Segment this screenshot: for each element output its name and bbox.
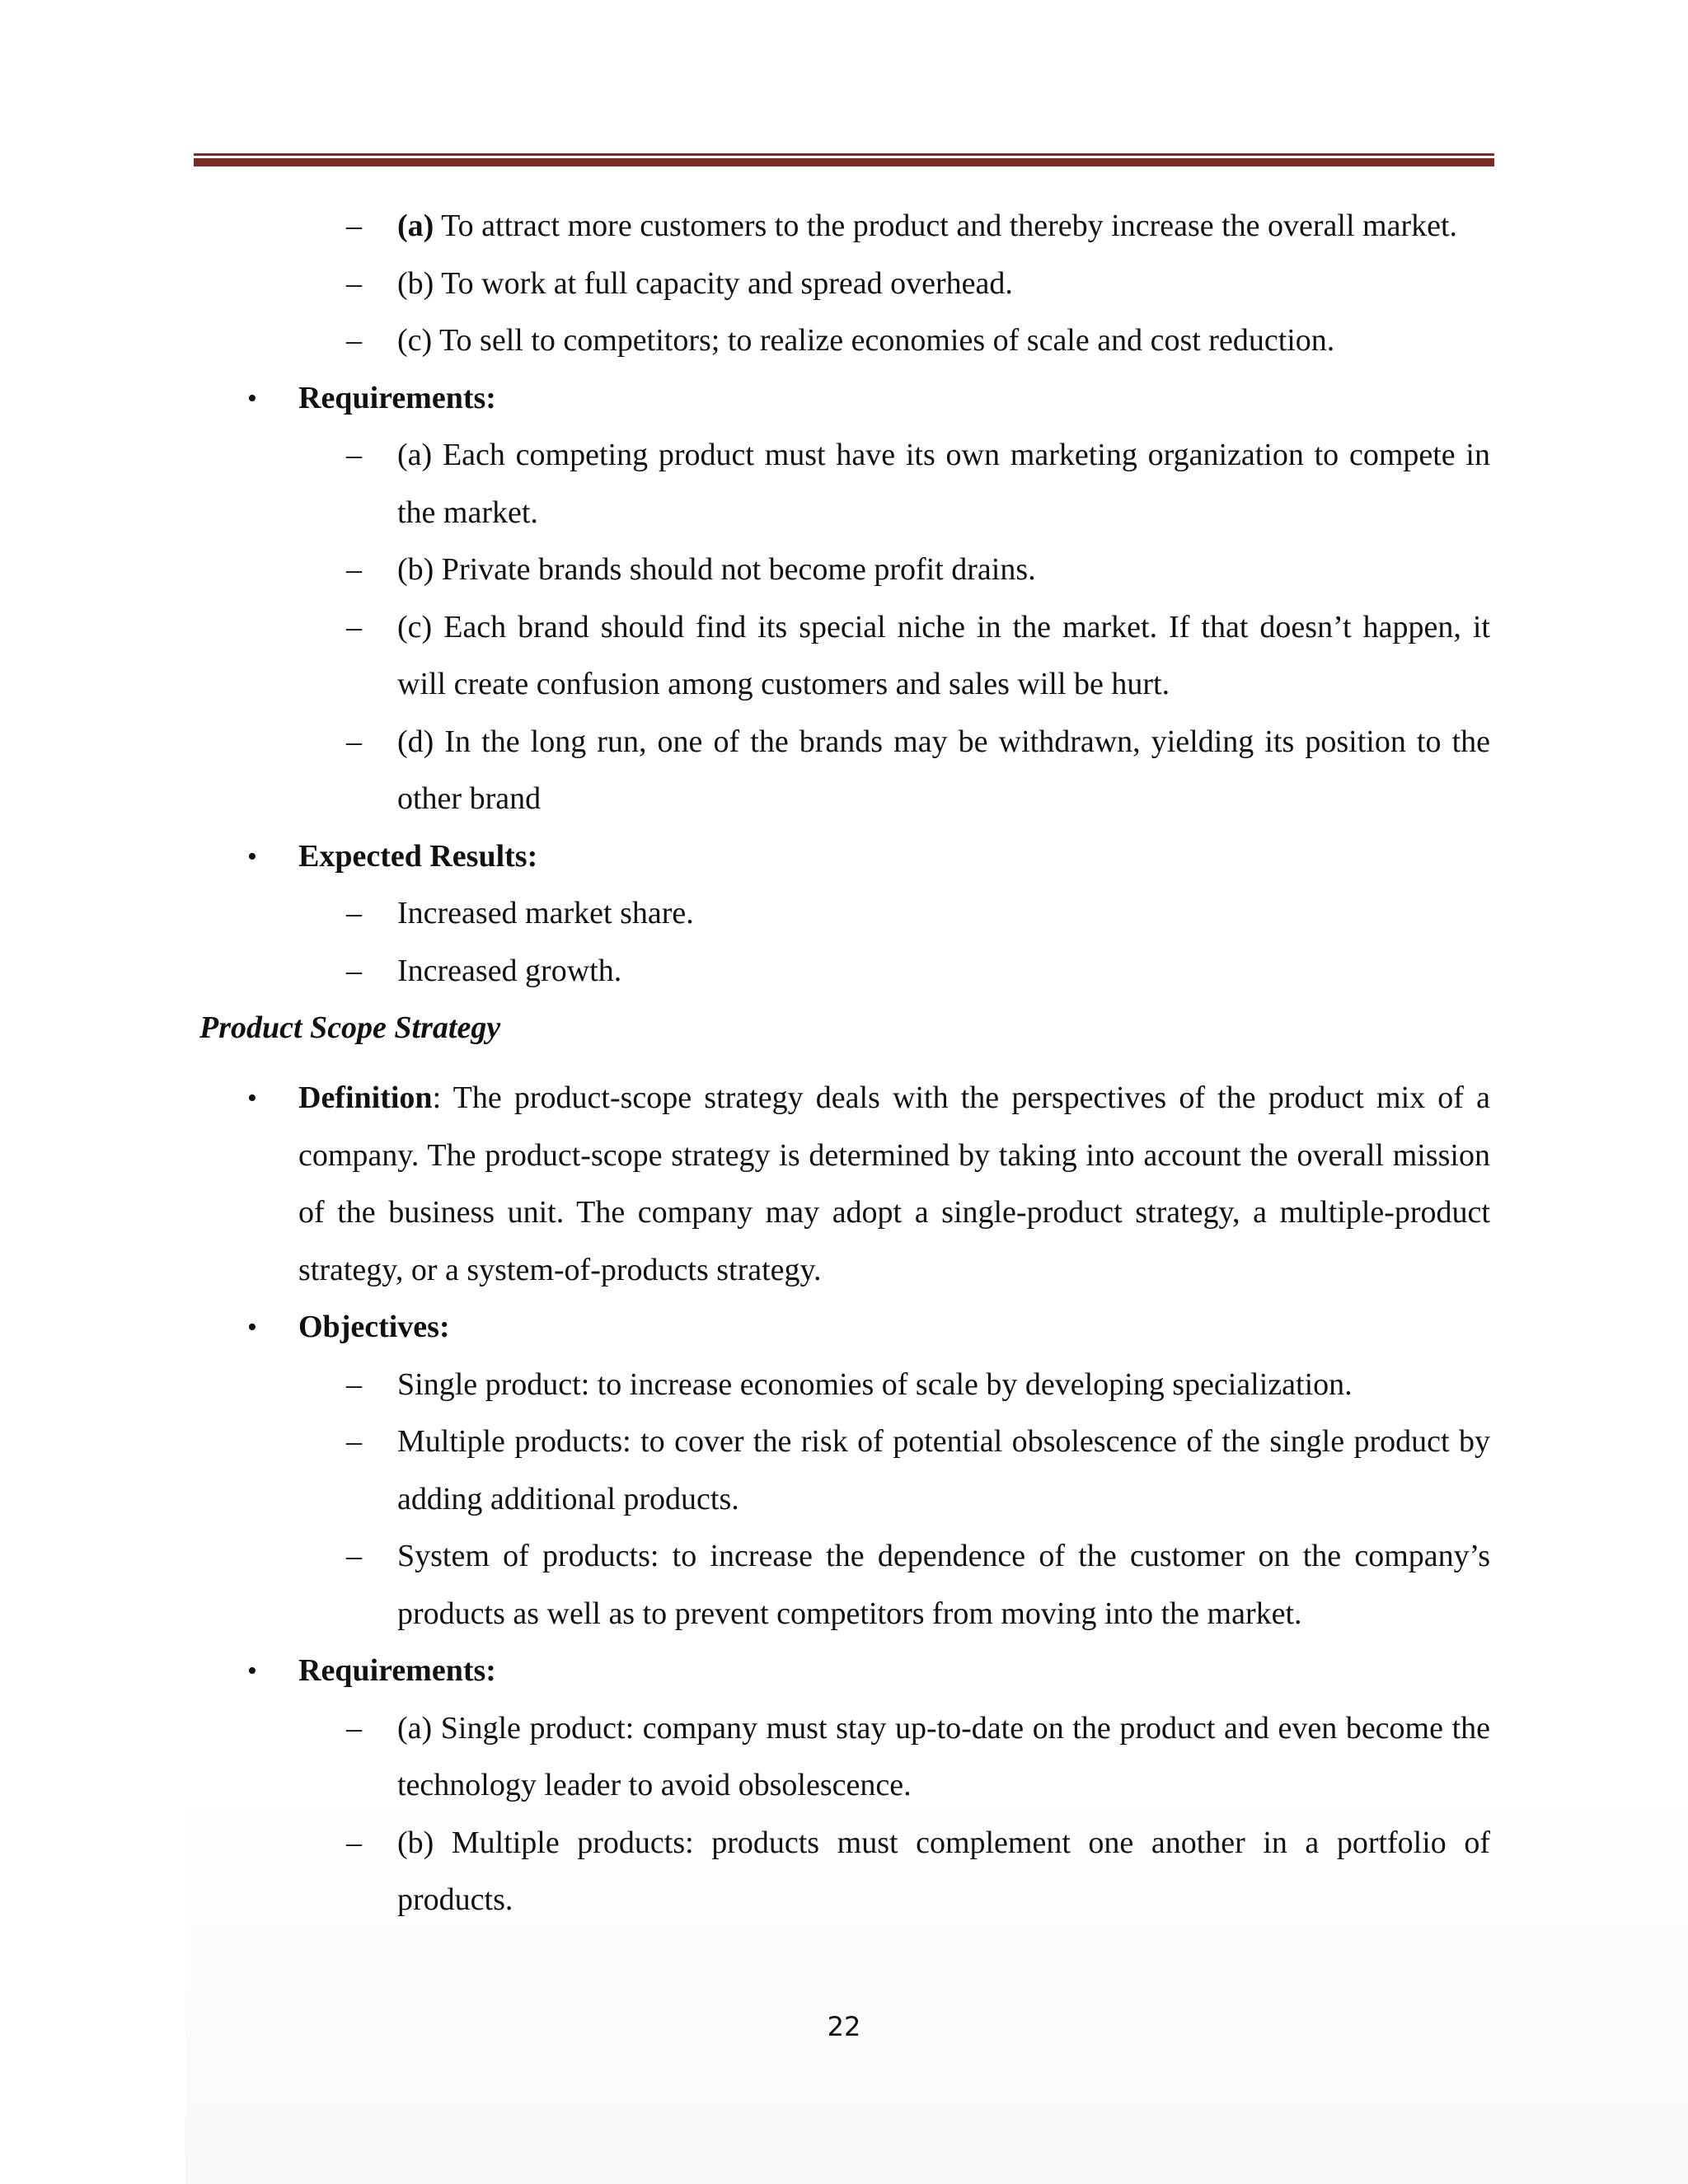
dash-marker: – [346,209,362,243]
dash-marker: – [346,438,362,472]
list-item [346,1357,1490,1414]
header-rule-thick-line [194,158,1494,166]
bullet-label: Requirements: [298,380,496,415]
bullet-marker: • [247,1656,257,1686]
list-item [346,541,1490,599]
dash-marker: – [346,1710,362,1746]
dash-marker: – [346,1539,362,1573]
dash-marker: – [346,953,362,988]
header-rule [194,153,1494,166]
list-item [346,427,1490,541]
list-item [346,1413,1490,1528]
bullet-label: Objectives: [298,1310,450,1344]
list-item [346,885,1490,943]
list-item [346,1528,1490,1643]
bullet-requirements [247,370,1490,428]
item-text: (b) Private brands should not become profit drains. [397,552,1036,587]
bullet-expected-results [247,828,1490,886]
dash-marker: – [346,1825,362,1860]
bullet-objectives [247,1299,1490,1357]
dash-marker: – [346,896,362,930]
bullet-marker: • [247,841,257,872]
bullet-label: Expected Results: [298,838,538,874]
bullet-definition [247,1070,1490,1299]
item-text: (b) Multiple products: products must complement one another in a portfolio of products. [397,1825,1490,1917]
dash-marker: – [346,1424,362,1459]
section-heading: Product Scope Strategy [199,1010,501,1045]
page-number: 22 [827,2011,861,2042]
list-item [346,198,1490,255]
dash-marker: – [346,724,362,759]
item-text: To attract more customers to the product and thereby increase the overall market. [434,209,1458,243]
dash-marker: – [346,609,362,644]
list-item [346,1700,1490,1815]
item-text: Multiple products: to cover the risk of potential obsolescence of the single product by adding additional products. [397,1424,1490,1516]
list-item [346,599,1490,714]
item-text: (a) Each competing product must have its own marketing organization to compete in the market. [397,438,1490,530]
list-item [346,312,1490,370]
list-item [346,943,1490,1001]
item-text: Increased market share. [397,896,694,930]
item-text: Single product: to increase economies of scale by developing specialization. [397,1366,1353,1402]
item-prefix: (a) [397,209,434,243]
bullet-requirements [247,1643,1490,1700]
bullet-marker: • [247,1083,257,1113]
dash-marker: – [346,1366,362,1402]
dash-marker: – [346,265,362,301]
page-content [0,198,1688,1929]
list-item [346,1815,1490,1929]
bullet-marker: • [247,382,257,414]
item-text: Increased growth. [397,953,622,988]
item-text: (c) To sell to competitors; to realize economies of scale and cost reduction. [397,323,1335,358]
item-text: (d) In the long run, one of the brands may be withdrawn, yielding its position to the other brand [397,724,1490,816]
dash-marker: – [346,323,362,358]
bullet-label: Requirements: [298,1653,496,1688]
dash-marker: – [346,552,362,587]
item-text: System of products: to increase the dependence of the customer on the company’s products as well as to prevent competitors from moving into the market. [397,1539,1490,1631]
item-text: (a) Single product: company must stay up-to-date on the product and even become the technology leader to avoid obsolescence. [397,1710,1490,1802]
bullet-marker: • [247,1312,257,1343]
list-item [346,255,1490,313]
item-text: (c) Each brand should find its special niche in the market. If that doesn’t happen, it will create confusion among customers and sales will be hurt. [397,609,1490,701]
definition-text: : The product-scope strategy deals with the perspectives of the product mix of a company. The product-scope strategy is determined by taking into account the overall mission of the business unit. The company may adopt a single-product strategy, a multiple-product strategy, or a system-of-products strategy. [298,1080,1490,1287]
bullet-label: Definition [298,1080,433,1115]
list-item [346,714,1490,828]
header-rule-thin-line [194,153,1494,156]
item-text: (b) To work at full capacity and spread overhead. [397,265,1013,301]
